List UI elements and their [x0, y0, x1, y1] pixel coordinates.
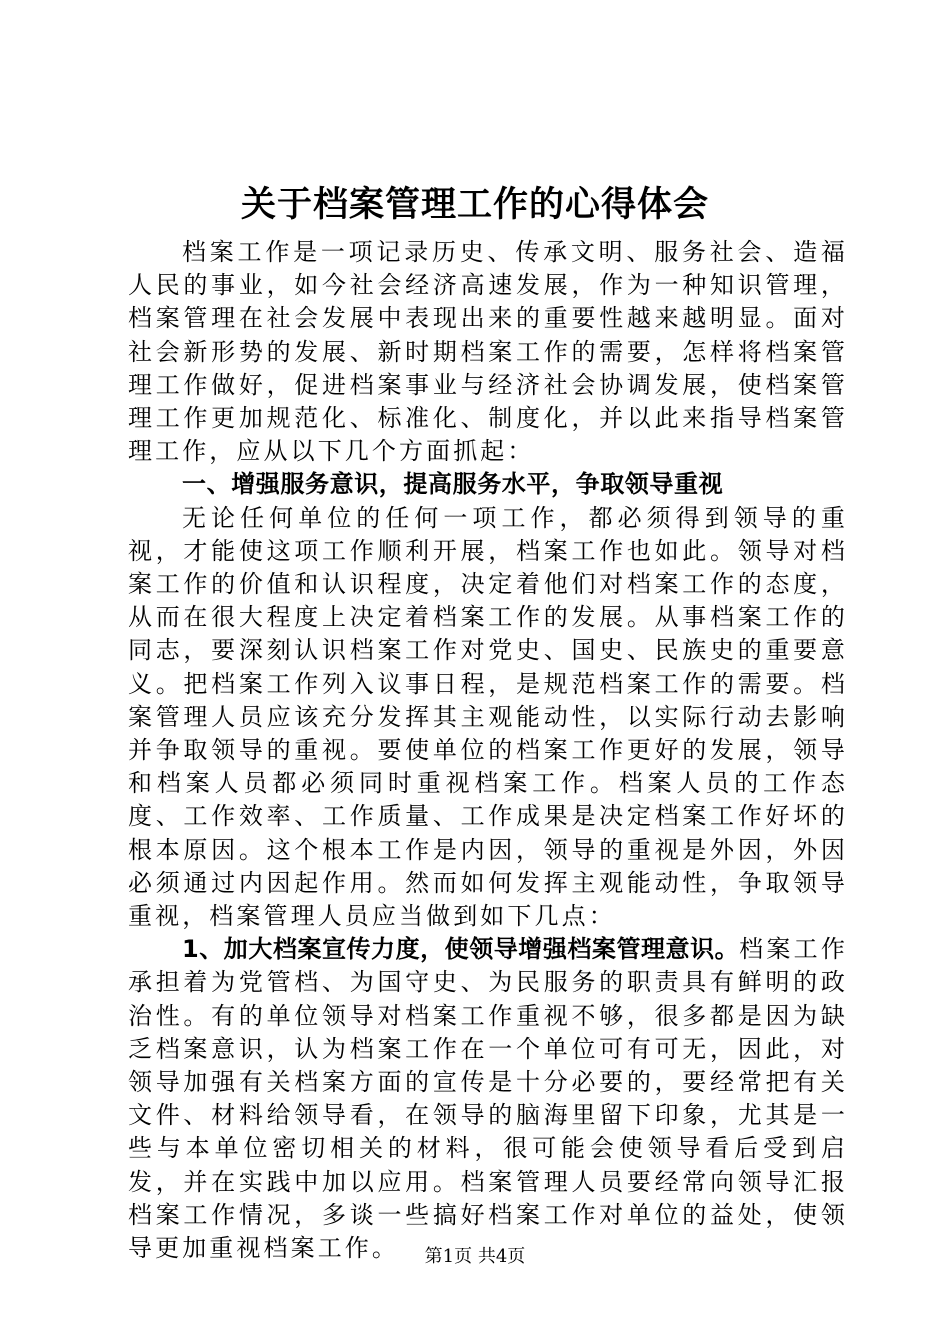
document-body [128, 236, 848, 1265]
subsection-heading-1: 1、加大档案宣传力度，使领导增强档案管理意识。 [182, 935, 740, 964]
section-heading-1: 一、增强服务意识，提高服务水平，争取领导重视 [182, 470, 724, 499]
subsection-body-1: 档案工作承担着为党管档、为国守史、为民服务的职责具有鲜明的政治性。有的单位领导对档案工作重视不够，很多都是因为缺乏档案意识，认为档案工作在一个单位可有可无，因此，对领导加强有关档案方面的宣传是十分必要的，要经常把有关文件、材料给领导看，在领导的脑海里留下印象，尤其是一些与本单位密切相关的材料，很可能会使领导看后受到启发，并在实践中加以应用。档案管理人员要经常向领导汇报档案工作情况，多谈一些搞好档案工作对单位的益处，使领导更加重视档案工作。 [128, 935, 848, 1263]
document-title: 关于档案管理工作的心得体会 [240, 185, 709, 225]
subsection-paragraph-1 [128, 933, 848, 1265]
intro-paragraph: 档案工作是一项记录历史、传承文明、服务社会、造福人民的事业，如今社会经济高速发展，作为一种知识管理，档案管理在社会发展中表现出来的重要性越来越明显。面对社会新形势的发展、新时期档案工作的需要，怎样将档案管理工作做好，促进档案事业与经济社会协调发展，使档案管理工作更加规范化、标准化、制度化，并以此来指导档案管理工作，应从以下几个方面抓起： [128, 238, 848, 466]
section-1-paragraph: 无论任何单位的任何一项工作，都必须得到领导的重视，才能使这项工作顺利开展，档案工作也如此。领导对档案工作的价值和认识程度，决定着他们对档案工作的态度，从而在很大程度上决定着档案工作的发展。从事档案工作的同志，要深刻认识档案工作对党史、国史、民族史的重要意义。把档案工作列入议事日程，是规范档案工作的需要。档案管理人员应该充分发挥其主观能动性，以实际行动去影响并争取领导的重视。要使单位的档案工作更好的发展，领导和档案人员都必须同时重视档案工作。档案人员的工作态度、工作效率、工作质量、工作成果是决定档案工作好坏的根本原因。这个根本工作是内因，领导的重视是外因，外因必须通过内因起作用。然而如何发挥主观能动性，争取领导重视，档案管理人员应当做到如下几点： [128, 503, 848, 931]
page-footer: 第1页 共4页 [424, 1246, 526, 1267]
